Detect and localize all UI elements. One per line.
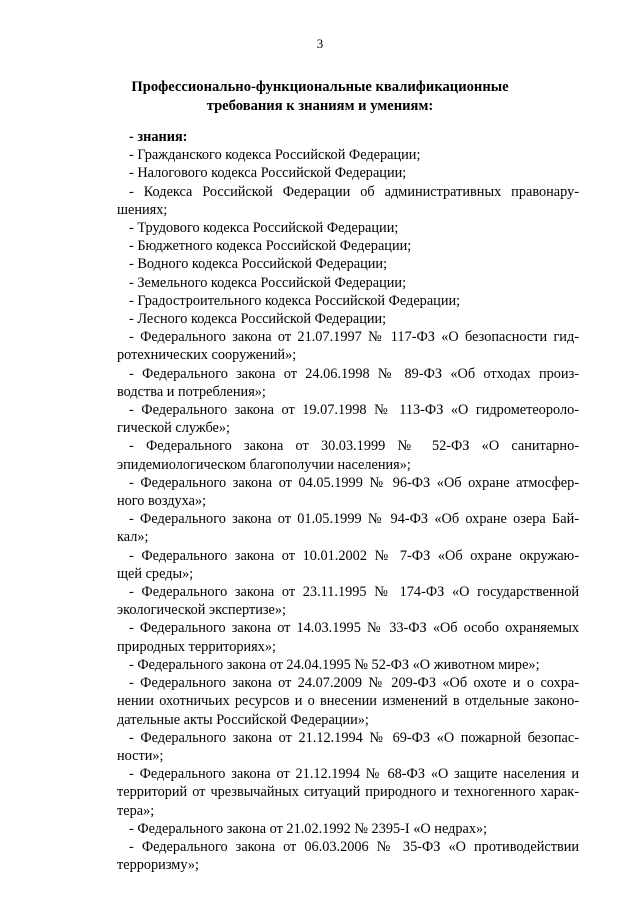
list-item-line: - Федерального закона от 30.03.1999 № 52-ФЗ «О санитарно- [129, 438, 579, 455]
list-item-line: - Гражданского кодекса Российской Федерации; [129, 147, 421, 164]
list-item-line: - Федерального закона от 24.06.1998 № 89-ФЗ «Об отходах произ- [129, 365, 579, 382]
list-item-line: ного воздуха»; [117, 493, 207, 510]
list-item-line: - Федерального закона от 24.04.1995 № 52-ФЗ «О животном мире»; [129, 656, 540, 673]
list-item [117, 255, 579, 273]
list-item [117, 328, 579, 364]
list-item-line: - Федерального закона от 21.12.1994 № 68-ФЗ «О защите населения и [129, 766, 579, 783]
list-item-line: ности»; [117, 747, 164, 764]
list-item-line: территорий от чрезвычайных ситуаций природного и техногенного харак- [117, 784, 579, 801]
list-item-line: нении охотничьих ресурсов и о внесении изменений в отдельные законо- [117, 693, 579, 710]
section-title-line-2: требования к знаниям и умениям: [206, 98, 434, 114]
list-item [117, 583, 579, 619]
list-item-line: ротехнических сооружений»; [117, 347, 297, 364]
list-item-line: - Земельного кодекса Российской Федерации; [129, 274, 407, 291]
list-item-line: - Федерального закона от 01.05.1999 № 94-ФЗ «Об охране озера Бай- [129, 511, 579, 528]
list-item [117, 437, 579, 473]
list-item [117, 274, 579, 292]
list-item-line: водства и потребления»; [117, 383, 266, 400]
list-item-line: - Градостроительного кодекса Российской Федерации; [129, 292, 461, 309]
list-item-line: кал»; [117, 529, 149, 546]
list-item-line: тера»; [117, 802, 155, 819]
list-item-line: - Федерального закона от 21.07.1997 № 117-ФЗ «О безопасности гид- [129, 329, 579, 346]
list-item-line: - Федерального закона от 04.05.1999 № 96-ФЗ «Об охране атмосфер- [129, 474, 579, 491]
list-item-line: шениях; [117, 201, 168, 218]
list-item-line: - Федерального закона от 10.01.2002 № 7-ФЗ «Об охране окружаю- [129, 547, 579, 564]
list-item-line: - Федерального закона от 21.12.1994 № 69-ФЗ «О пожарной безопас- [129, 729, 579, 746]
list-item-line: - Федерального закона от 23.11.1995 № 174-ФЗ «О государственной [129, 584, 579, 601]
list-item-line: - Федерального закона от 14.03.1995 № 33-ФЗ «Об особо охраняемых [129, 620, 579, 637]
list-item-line: - Кодекса Российской Федерации об административных правонару- [129, 183, 579, 200]
list-item [117, 619, 579, 655]
list-item-line: - Федерального закона от 19.07.1998 № 113-ФЗ «О гидрометеороло- [129, 402, 579, 419]
list-item [117, 547, 579, 583]
list-item-line: природных территориях»; [117, 638, 276, 655]
list-item-line: - Федерального закона от 06.03.2006 № 35-ФЗ «О противодействии [129, 838, 579, 855]
list-item-line: гической службе»; [117, 420, 231, 437]
list-item-line: - Трудового кодекса Российской Федерации; [129, 220, 399, 237]
knowledge-items [117, 146, 579, 874]
list-item-line: дательные акты Российской Федерации»; [117, 711, 369, 728]
list-item-line: - Водного кодекса Российской Федерации; [129, 256, 388, 273]
list-item [117, 838, 579, 874]
page-number: 3 [316, 36, 324, 51]
list-item-line: терроризму»; [117, 857, 199, 874]
list-item [117, 729, 579, 765]
section-title-line-1: Профессионально-функциональные квалификационные [131, 79, 509, 95]
list-item [117, 765, 579, 820]
list-item [117, 146, 579, 164]
list-item-line: щей среды»; [117, 565, 194, 582]
list-item-line: - Налогового кодекса Российской Федерации; [129, 165, 407, 182]
list-item-line: - Федерального закона от 24.07.2009 № 209-ФЗ «Об охоте и о сохра- [129, 675, 579, 692]
list-item [117, 365, 579, 401]
section-title [0, 78, 640, 116]
list-item [117, 510, 579, 546]
list-item [117, 219, 579, 237]
list-item [117, 292, 579, 310]
list-item [117, 674, 579, 729]
list-item [117, 237, 579, 255]
list-item [117, 310, 579, 328]
list-item-line: эпидемиологическом благополучии населения»; [117, 456, 411, 473]
list-item [117, 656, 579, 674]
list-item-line: экологической экспертизе»; [117, 602, 286, 619]
list-item-line: - Бюджетного кодекса Российской Федерации; [129, 238, 412, 255]
requirements-list [117, 128, 579, 874]
list-item-line: - Федерального закона от 21.02.1992 № 2395-I «О недрах»; [129, 820, 488, 837]
list-item [117, 474, 579, 510]
list-item [117, 401, 579, 437]
knowledge-heading: - знания: [129, 129, 188, 145]
list-item [117, 164, 579, 182]
list-item [117, 183, 579, 219]
list-item-line: - Лесного кодекса Российской Федерации; [129, 311, 387, 328]
list-item [117, 820, 579, 838]
